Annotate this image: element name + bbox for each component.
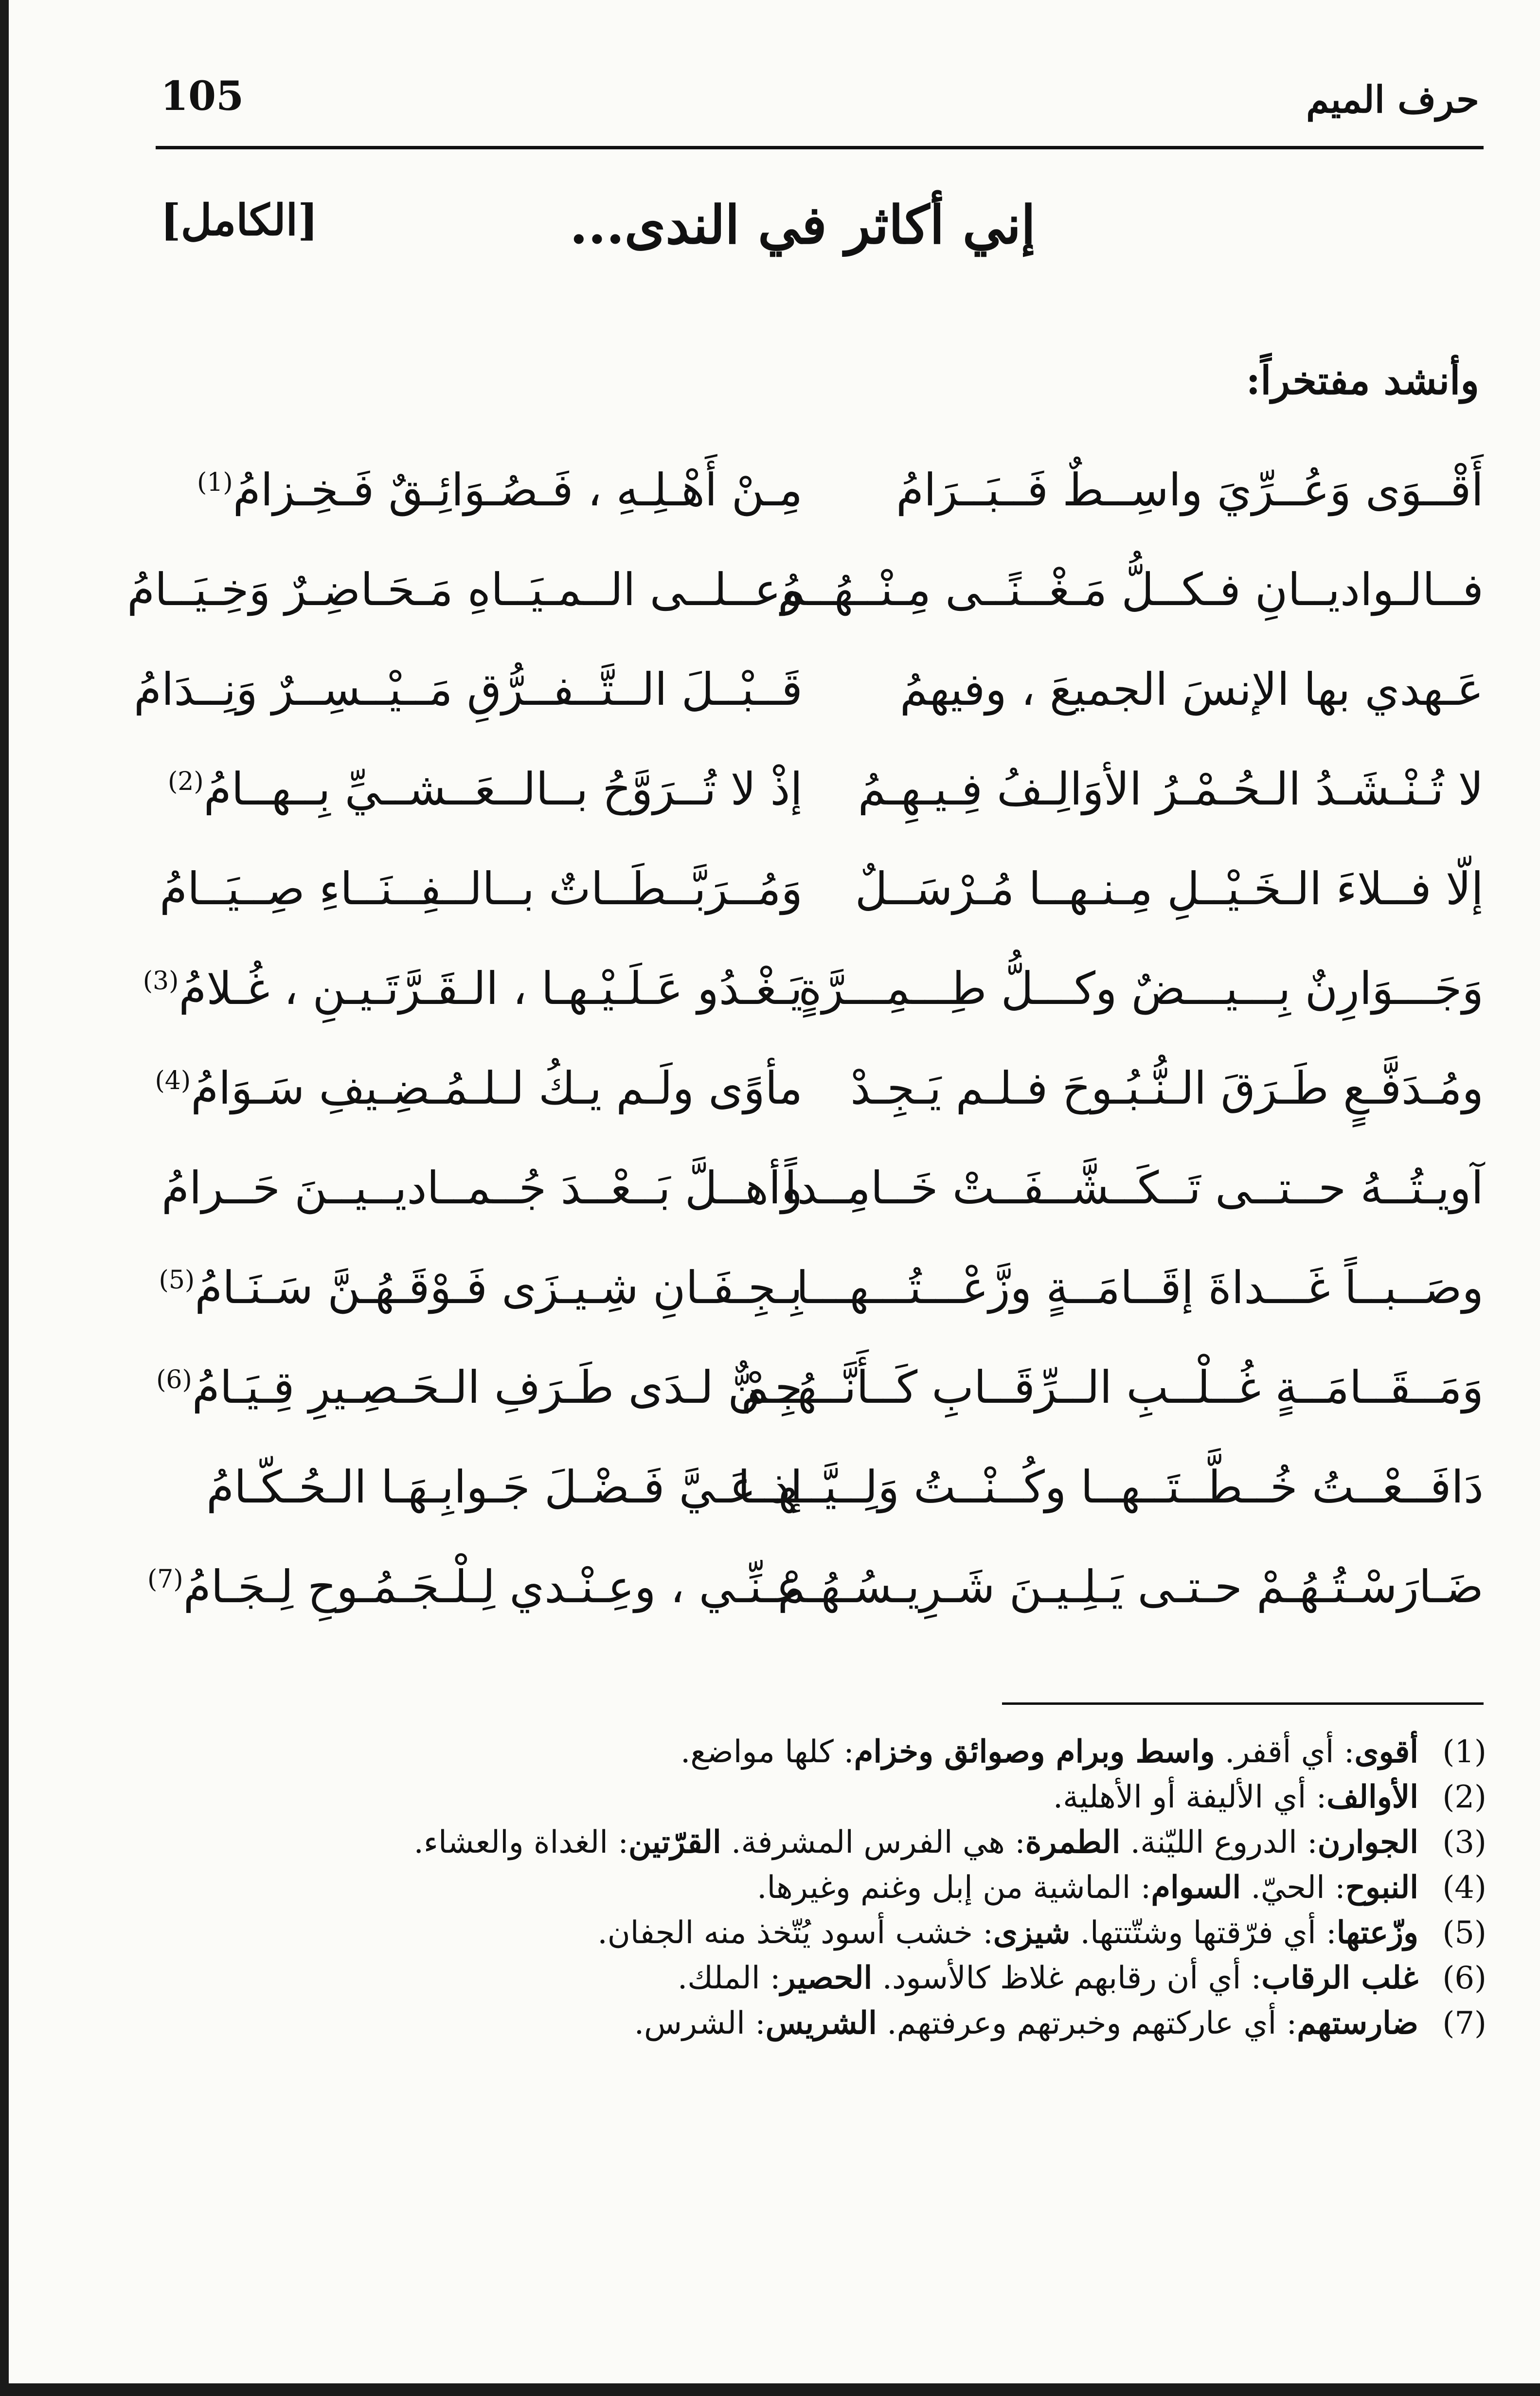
- footnote-text: : الماشية من إبل وغنم وغيرها.: [757, 1870, 1151, 1906]
- verse-second-hemistich: [156, 1238, 803, 1338]
- verse-second-text: إذْ لا تُــرَوَّحُ بــالــعَــشــيِّ بِــهــامُ: [203, 763, 803, 815]
- verse-second-text: بِـجِـفَـانِ شِـيـزَى فَـوْقَـهُـنَّ سَـنَـامُ: [195, 1262, 803, 1314]
- footnote-number: (7): [1442, 2005, 1486, 2041]
- verse-row: [143, 939, 1484, 1038]
- verse-row: [156, 839, 1484, 939]
- footnote-text: : هي الفرس المشرفة.: [721, 1824, 1025, 1860]
- footnote-term: الأوالف: [1326, 1779, 1418, 1815]
- scan-edge-left: [0, 0, 9, 2396]
- footnote-ref: (4): [155, 1066, 191, 1095]
- footnote-number: (5): [1442, 1915, 1486, 1951]
- footnote-ref: (6): [156, 1365, 192, 1395]
- footnote-text: : الحيّ.: [1241, 1870, 1345, 1906]
- verse-row: [156, 1138, 1484, 1238]
- footnote-text: : أي الأليفة أو الأهلية.: [1053, 1779, 1327, 1815]
- footnote-text: : الدروع الليّنة.: [1120, 1824, 1318, 1860]
- verse-row: [147, 1537, 1484, 1637]
- verse-first-hemistich: وصَــبــاً غَـــداةَ إقَــامَــةٍ وزَّعْـــتُـــهـــا: [796, 1262, 1484, 1314]
- verse-second-hemistich: [147, 1537, 803, 1637]
- footnote-term: الجوارن: [1317, 1824, 1418, 1860]
- footnote-number: (1): [1442, 1734, 1486, 1770]
- footnote-text: : الشرس.: [634, 2005, 766, 2041]
- verse-second-text: مِـنْ أَهْـلِـهِ ، فَـصُـوَائِـقٌ فَـخِـزامُ: [233, 464, 803, 516]
- footnote-number: (6): [1442, 1960, 1486, 1996]
- footnote-ref: (1): [197, 468, 233, 497]
- poem-meter: [الكامل]: [161, 195, 318, 245]
- verse-second-hemistich: [156, 839, 803, 939]
- verse-first-hemistich: وَجَـــوَارِنٌ بِـــيـــضٌ وكـــلُّ طِـــمِـــرَّةٍ: [798, 963, 1484, 1015]
- poem-intro: وأنشد مفتخراً:: [1246, 358, 1479, 403]
- footnote-term: شيزى: [993, 1914, 1071, 1951]
- verse-second-hemistich: [156, 739, 803, 839]
- footnote-term: وزّعتها: [1336, 1914, 1418, 1951]
- footnote-ref: (7): [147, 1565, 183, 1594]
- verse-second-text: قَــبْــلَ الــتَّــفــرُّقِ مَــيْــسِــرٌ وَنِــدَامُ: [133, 663, 803, 715]
- verse-first-hemistich: ضَـارَسْـتُـهُـمْ حـتـى يَـلِـيـنَ شَـرِيـسُـهُـمْ: [777, 1561, 1484, 1613]
- page-number: 105: [161, 73, 244, 120]
- footnote-text: : أي عاركتهم وخبرتهم وعرفتهم.: [877, 2005, 1297, 2041]
- verse-second-hemistich: [143, 939, 803, 1038]
- verse-row: [133, 640, 1484, 739]
- footnote-ref: (5): [159, 1266, 195, 1295]
- footnote-term: الشريس: [765, 2005, 877, 2041]
- footnote-text: : خشب أسود يُتّخذ منه الجفان.: [597, 1915, 993, 1951]
- verse-row: [156, 440, 1484, 540]
- verse-second-text: جِـنٌّ لـدَى طَـرَفِ الـحَـصِـيرِ قِـيَـامُ: [192, 1361, 803, 1413]
- footnote-ref: (2): [168, 767, 204, 796]
- verse-first-hemistich: وَمَــقَــامَــةٍ غُــلْــبِ الــرِّقَــابِ كَــأَنَّــهُــمْ: [741, 1361, 1484, 1413]
- verse-row: [127, 540, 1484, 640]
- verse-first-hemistich: دَافَــعْــتُ خُــطَّــتَــهــا وكُــنْــتُ وَلِــيَّــهــا: [737, 1461, 1484, 1513]
- verse-second-hemistich: [133, 640, 803, 739]
- footnote: [163, 1774, 1486, 1820]
- verse-second-text: يَـغْـدُو عَـلَـيْـهـا ، الـقَـرَّتَـيـنِ ، غُـلامُ: [179, 963, 803, 1015]
- footnote-ref: (3): [143, 966, 179, 996]
- verse-first-hemistich: ومُـدَفَّـعٍ طَـرَقَ الـنُّـبُـوحَ فـلـم يَـجِـدْ: [850, 1062, 1484, 1114]
- footnote: [163, 1955, 1486, 2001]
- footnote-term: النبوح: [1345, 1869, 1418, 1906]
- verse-first-hemistich: لا تُـنْـشَـدُ الـحُـمْـرُ الأوَالِـفُ فِـيـهِـمُ: [858, 763, 1484, 815]
- footnote-text: : الملك.: [677, 1960, 781, 1996]
- footnote-term: القرّتين: [628, 1824, 721, 1860]
- footnote-text: : أي أقفر.: [1215, 1734, 1355, 1770]
- poem-verses: [127, 440, 1484, 1637]
- verse-row: [156, 1238, 1484, 1338]
- verse-row: [156, 1437, 1484, 1537]
- verse-first-hemistich: آويـتُــهُ حــتــى تَــكَــشَّــفَــتْ خَــامِــداً: [784, 1162, 1484, 1214]
- header-rule: [156, 146, 1484, 149]
- verse-second-text: وأهــلَّ بَــعْــدَ جُــمــاديــيــنَ حَــرامُ: [161, 1162, 803, 1214]
- footnote: [163, 1820, 1486, 1865]
- footnote-text: : أي أن رقابهم غلاظ كالأسود.: [872, 1960, 1262, 1996]
- verse-second-hemistich: [127, 540, 803, 640]
- footnote-term: الطمرة: [1025, 1824, 1121, 1860]
- footnote-term: أقوى: [1354, 1734, 1418, 1770]
- footnote-number: (4): [1442, 1870, 1486, 1906]
- footnote: [163, 2001, 1486, 2046]
- scan-edge-bottom: [0, 2383, 1540, 2396]
- verse-second-hemistich: [156, 1338, 803, 1437]
- verse-second-hemistich: [156, 1437, 803, 1537]
- verse-second-text: عـنِّـي ، وعِـنْـدي لِـلْـجَـمُـوحِ لِـجَـامُ: [183, 1561, 803, 1613]
- verse-second-text: وَمُــرَبَّــطَــاتٌ بــالــفِــنَــاءِ صِــيَــامُ: [160, 863, 803, 915]
- verse-first-hemistich: عَـهدي بها الإنسَ الجميعَ ، وفيهمُ: [899, 663, 1484, 715]
- footnote-text: : الغداة والعشاء.: [413, 1824, 628, 1860]
- verse-second-hemistich: [156, 1038, 803, 1138]
- footnote-term: الحصير: [780, 1960, 873, 1996]
- footnote-term: ضارستهم: [1297, 2005, 1418, 2041]
- verse-second-text: إذ عَـيَّ فَـضْـلَ جَـوابِـهَـا الـحُـكّـامُ: [206, 1461, 803, 1513]
- footnote: [163, 1729, 1486, 1774]
- footnote-number: (2): [1442, 1779, 1486, 1815]
- verse-first-hemistich: إلّا فــلاءَ الـخَـيْــلِ مِـنـهــا مُـرْسَــلٌ: [855, 863, 1484, 915]
- verse-first-hemistich: فــالـواديــانِ فـكــلُّ مَـغْــنًــى مِـنْــهُــمُ: [777, 564, 1484, 616]
- verse-second-hemistich: [156, 440, 803, 540]
- footnote-text: : أي فرّقتها وشتّتتها.: [1070, 1915, 1337, 1951]
- verse-second-text: مأوًى ولَـم يـكُ لـلـمُـضِـيفِ سَـوَامُ: [191, 1062, 803, 1114]
- verse-row: [156, 1338, 1484, 1437]
- poem-title: إني أكاثر في الندى...: [569, 195, 1036, 256]
- footnote-number: (3): [1442, 1824, 1486, 1860]
- footnote: [163, 1910, 1486, 1955]
- footnote-text: : كلها مواضع.: [680, 1734, 854, 1770]
- verse-row: [156, 1038, 1484, 1138]
- verse-row: [156, 739, 1484, 839]
- footnote-term: واسط وبرام وصوائق وخزام: [854, 1734, 1215, 1770]
- footnote-term: السوام: [1151, 1869, 1241, 1906]
- footnotes: [163, 1729, 1486, 2046]
- verse-second-hemistich: [156, 1138, 803, 1238]
- verse-second-text: وعــلــى الــمـيَــاهِ مَـحَـاضِـرٌ وَخِـيَــامُ: [127, 564, 803, 616]
- chapter-title: حرف الميم: [1306, 78, 1479, 121]
- footnote: [163, 1865, 1486, 1910]
- footnotes-rule: [1002, 1702, 1484, 1705]
- verse-first-hemistich: أَقْــوَى وَعُــرِّيَ واسِــطٌ فَــبَــرَامُ: [896, 464, 1484, 516]
- footnote-term: غلب الرقاب: [1261, 1960, 1418, 1996]
